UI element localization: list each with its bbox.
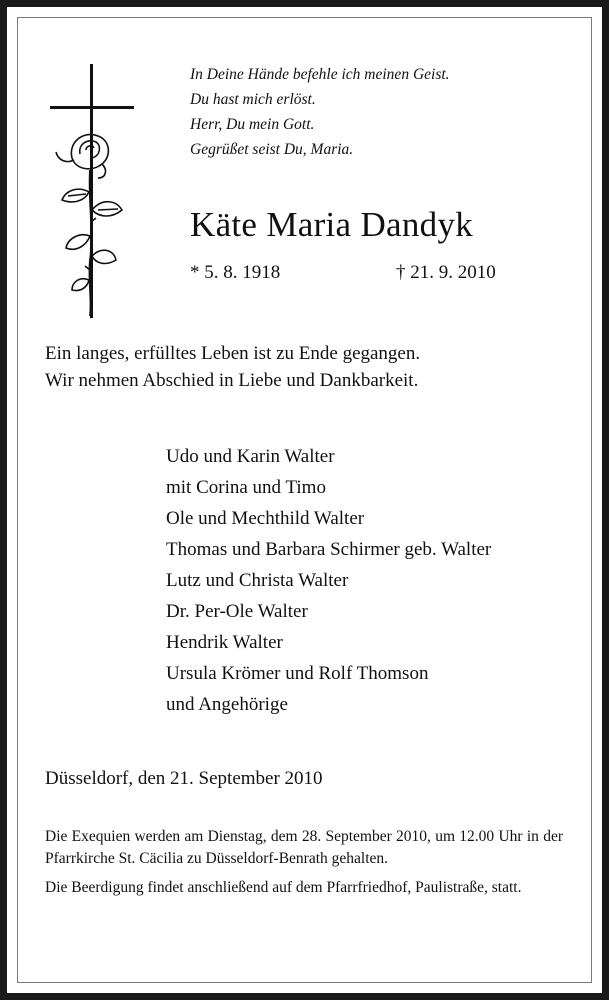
- mourner-entry: Hendrik Walter: [166, 632, 283, 653]
- verse-line: Herr, Du mein Gott.: [190, 116, 315, 133]
- deceased-name: Käte Maria Dandyk: [190, 205, 474, 244]
- burial-notice: Die Beerdigung findet anschließend auf dem Pfarrfriedhof, Paulistraße, statt.: [45, 879, 522, 896]
- intro-text: [45, 340, 420, 394]
- intro-line: Wir nehmen Abschied in Liebe und Dankbarkeit.: [45, 370, 419, 391]
- service-details: [45, 826, 563, 906]
- mourners-list: [166, 441, 491, 720]
- mourner-entry: Udo und Karin Walter: [166, 446, 335, 467]
- intro-line: Ein langes, erfülltes Leben ist zu Ende gegangen.: [45, 343, 421, 364]
- exequien-notice: Die Exequien werden am Dienstag, dem 28. September 2010, um 12.00 Uhr in der Pfarrkirche St. Cäcilia zu Düsseldorf-Benrath gehalten.: [45, 828, 563, 867]
- place-and-date: Düsseldorf, den 21. September 2010: [45, 768, 323, 789]
- mourner-entry: Ursula Krömer und Rolf Thomson: [166, 663, 429, 684]
- bible-verse: [190, 62, 450, 162]
- mourner-entry: Ole und Mechthild Walter: [166, 508, 365, 529]
- mourner-entry: mit Corina und Timo: [166, 477, 326, 498]
- mourner-entry: und Angehörige: [166, 694, 288, 715]
- verse-line: Gegrüßet seist Du, Maria.: [190, 141, 354, 158]
- verse-line: In Deine Hände befehle ich meinen Geist.: [190, 66, 450, 83]
- birth-date: * 5. 8. 1918: [190, 262, 281, 283]
- death-date: † 21. 9. 2010: [396, 262, 496, 283]
- mourner-entry: Thomas und Barbara Schirmer geb. Walter: [166, 539, 492, 560]
- mourner-entry: Lutz und Christa Walter: [166, 570, 349, 591]
- cross-with-rose-icon: [44, 60, 144, 320]
- mourner-entry: Dr. Per-Ole Walter: [166, 601, 308, 622]
- verse-line: Du hast mich erlöst.: [190, 91, 316, 108]
